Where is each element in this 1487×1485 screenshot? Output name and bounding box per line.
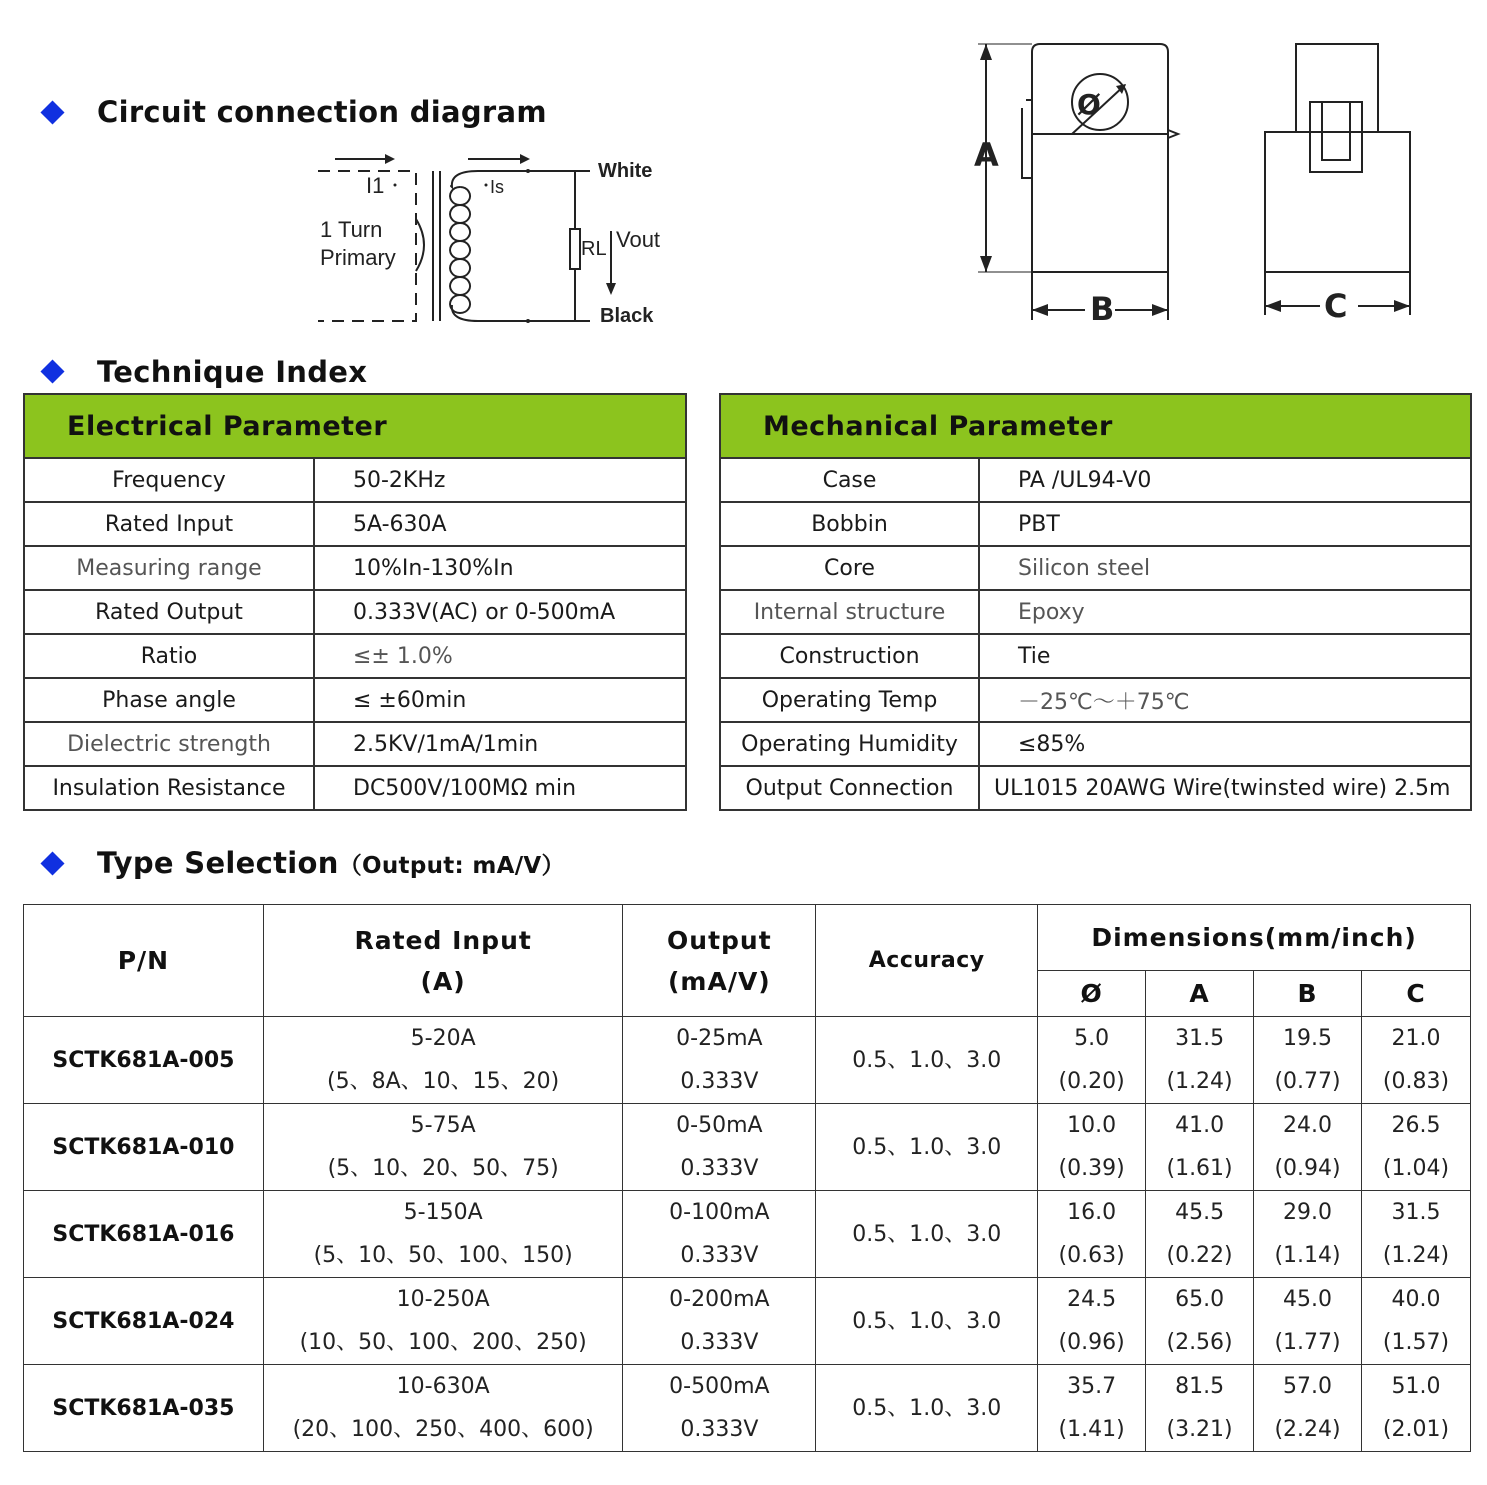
table-row: Operating Temp －25℃～＋75℃ xyxy=(720,678,1471,722)
primary-label-line1: 1 Turn xyxy=(320,217,383,242)
white-wire-label: White xyxy=(598,160,653,182)
dimension-b-label: B xyxy=(1090,290,1115,328)
table-row: SCTK681A-005 5-20A (5、8A、10、15、20) 0-25mA 0.333V 0.5、1.0、3.0 5.0 (0.20) 31.5 (1.24) 19.5 (0.77) 21.0 (0.83) xyxy=(24,1017,1471,1104)
dimension-c-label: C xyxy=(1324,287,1348,325)
table-row: Internal structure Epoxy xyxy=(720,590,1471,634)
load-resistor-label: RL xyxy=(581,238,607,260)
type-selection-subtitle: （Output: mA/V） xyxy=(338,853,565,879)
primary-current-label: I1 xyxy=(366,173,385,198)
table-row: SCTK681A-024 10-250A (10、50、100、200、250) 0-200mA 0.333V 0.5、1.0、3.0 24.5 (0.96) 65.0 (2.56) 45.0 (1.77) 40.0 (1.57) xyxy=(24,1278,1471,1365)
circuit-diagram xyxy=(300,145,700,345)
header-accuracy: Accuracy xyxy=(816,905,1038,1017)
table-row: SCTK681A-016 5-150A (5、10、50、100、150) 0-100mA 0.333V 0.5、1.0、3.0 16.0 (0.63) 45.5 (0.22) 29.0 (1.14) 31.5 (1.24) xyxy=(24,1191,1471,1278)
black-wire-label: Black xyxy=(600,305,654,327)
table-row: Rated Output 0.333V(AC) or 0-500mA xyxy=(24,590,686,634)
mechanical-parameter-table xyxy=(719,393,1472,811)
table-row: SCTK681A-035 10-630A (20、100、250、400、600) 0-500mA 0.333V 0.5、1.0、3.0 35.7 (1.41) 81.5 (3.21) 57.0 (2.24) 51.0 (2.01) xyxy=(24,1365,1471,1452)
dimension-phi-label: Ø xyxy=(1077,88,1101,121)
section-title-technique: Technique Index xyxy=(97,355,368,389)
table-row: SCTK681A-010 5-75A (5、10、20、50、75) 0-50mA 0.333V 0.5、1.0、3.0 10.0 (0.39) 41.0 (1.61) 24.0 (0.94) 26.5 (1.04) xyxy=(24,1104,1471,1191)
secondary-current-label: Is xyxy=(490,177,505,197)
header-pn: P/N xyxy=(24,905,264,1017)
header-dimensions: Dimensions(mm/inch) xyxy=(1038,905,1471,971)
dimension-drawing xyxy=(960,30,1440,330)
table-row: Operating Humidity ≤85% xyxy=(720,722,1471,766)
electrical-parameter-table xyxy=(23,393,687,811)
dimension-a-label: A xyxy=(974,136,999,174)
table-row: Dielectric strength 2.5KV/1mA/1min xyxy=(24,722,686,766)
electrical-table-title: Electrical Parameter xyxy=(24,394,686,458)
section-title-type-selection xyxy=(97,846,565,880)
table-row: Insulation Resistance DC500V/100MΩ min xyxy=(24,766,686,810)
mechanical-table-title: Mechanical Parameter xyxy=(720,394,1471,458)
header-a: A xyxy=(1146,971,1254,1017)
table-row: Ratio ≤± 1.0% xyxy=(24,634,686,678)
header-c: C xyxy=(1362,971,1471,1017)
section-bullet-icon xyxy=(40,100,64,124)
table-row: Case PA /UL94-V0 xyxy=(720,458,1471,502)
primary-label-line2: Primary xyxy=(320,245,396,270)
table-row: Phase angle ≤ ±60min xyxy=(24,678,686,722)
table-row: Frequency 50-2KHz xyxy=(24,458,686,502)
type-selection-title: Type Selection xyxy=(97,846,339,880)
table-row: Construction Tie xyxy=(720,634,1471,678)
vout-label: Vout xyxy=(616,227,661,252)
type-selection-table xyxy=(23,904,1471,1452)
section-bullet-icon xyxy=(40,359,64,383)
table-row: Output Connection UL1015 20AWG Wire(twinsted wire) 2.5m xyxy=(720,766,1471,810)
section-bullet-icon xyxy=(40,851,64,875)
header-phi: Ø xyxy=(1038,971,1146,1017)
header-rated-input: Rated Input (A) xyxy=(263,905,623,1017)
table-row: Core Silicon steel xyxy=(720,546,1471,590)
table-row: Bobbin PBT xyxy=(720,502,1471,546)
header-output: Output (mA/V) xyxy=(623,905,816,1017)
table-row: Rated Input 5A-630A xyxy=(24,502,686,546)
header-b: B xyxy=(1254,971,1362,1017)
section-title-circuit: Circuit connection diagram xyxy=(97,95,547,129)
table-row: Measuring range 10%In-130%In xyxy=(24,546,686,590)
